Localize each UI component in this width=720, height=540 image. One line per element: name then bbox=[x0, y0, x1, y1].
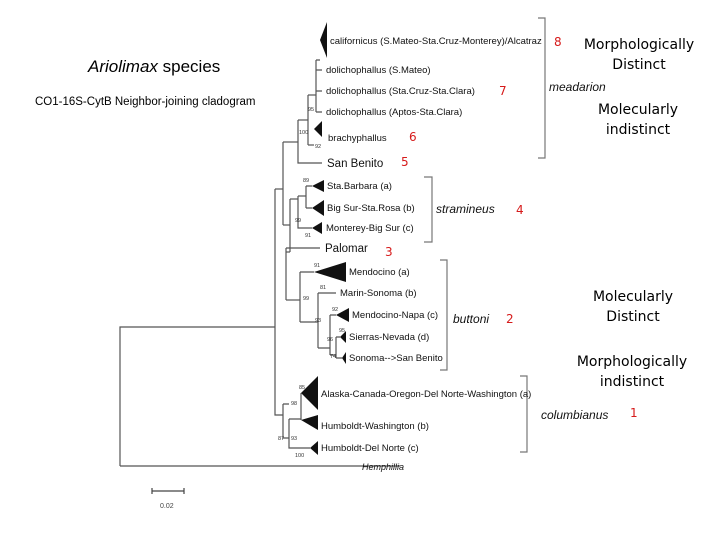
wedge-brachyphallus bbox=[314, 121, 322, 137]
title-genus: Ariolimax bbox=[88, 57, 158, 76]
branch bbox=[336, 337, 342, 358]
clade-meadarion: meadarion bbox=[549, 80, 606, 94]
clade-buttoni: buttoni bbox=[453, 312, 490, 326]
bootstrap-value: 99 bbox=[303, 296, 310, 302]
bootstrap-value: 91 bbox=[305, 233, 312, 239]
title-rest: species bbox=[157, 57, 221, 76]
taxon-label: brachyphallus bbox=[328, 133, 387, 144]
node-number-5: 5 bbox=[401, 155, 409, 169]
wedge-alaska bbox=[301, 376, 318, 410]
bootstrap-value: 74 bbox=[330, 354, 337, 360]
annotation-morph-indistinct: Morphologically indistinct bbox=[576, 354, 688, 390]
bracket-columbianus bbox=[520, 376, 527, 452]
bootstrap-value: 93 bbox=[315, 318, 322, 324]
taxon-label: dolichophallus (S.Mateo) bbox=[326, 65, 431, 76]
taxon-label: Monterey-Big Sur (c) bbox=[326, 223, 414, 234]
wedge-sta-barbara bbox=[312, 180, 324, 192]
taxon-label: Humboldt-Del Norte (c) bbox=[321, 443, 419, 454]
branch bbox=[306, 186, 312, 208]
wedge-sonoma bbox=[342, 352, 346, 364]
node-number-4: 4 bbox=[516, 203, 524, 217]
bootstrap-value: 99 bbox=[295, 218, 302, 224]
taxon-label: Marin-Sonoma (b) bbox=[340, 288, 417, 299]
bootstrap-value: 95 bbox=[308, 107, 315, 113]
bootstrap-value: 91 bbox=[314, 263, 321, 269]
taxon-label: Sta.Barbara (a) bbox=[327, 181, 392, 192]
branch bbox=[316, 60, 322, 112]
taxon-label: Mendocino-Napa (c) bbox=[352, 310, 439, 321]
figure-subtitle: CO1-16S-CytB Neighbor-joining cladogram bbox=[35, 96, 256, 108]
taxon-label: californicus (S.Mateo-Sta.Cruz-Monterey)/Alcatraz bbox=[330, 36, 542, 47]
bootstrap-value: 93 bbox=[291, 436, 298, 442]
taxon-labels bbox=[321, 36, 542, 472]
taxon-label: dolichophallus (Aptos-Sta.Clara) bbox=[326, 107, 463, 118]
taxon-label: Hemphillia bbox=[362, 462, 405, 472]
clade-stramineus: stramineus bbox=[436, 202, 495, 216]
taxon-label: Mendocino (a) bbox=[349, 267, 410, 278]
bracket-stramineus bbox=[424, 177, 432, 242]
node-number-6: 6 bbox=[409, 130, 417, 144]
bootstrap-value: 100 bbox=[295, 453, 305, 459]
bootstrap-value: 87 bbox=[278, 436, 285, 442]
wedge-monterey bbox=[312, 222, 322, 234]
node-number-7: 7 bbox=[499, 84, 507, 98]
bootstrap-value: 89 bbox=[303, 178, 310, 184]
wedge-humboldt-wa bbox=[301, 415, 318, 430]
branch bbox=[330, 315, 336, 355]
branch bbox=[283, 404, 289, 438]
bootstrap-value: 98 bbox=[291, 401, 298, 407]
bootstrap-value: 81 bbox=[320, 285, 327, 291]
annotation-mol-distinct: Molecularly Distinct bbox=[592, 289, 674, 325]
taxon-label: Palomar bbox=[325, 243, 368, 255]
bootstrap-value: 96 bbox=[327, 337, 334, 343]
bootstrap-value: 100 bbox=[299, 130, 309, 136]
node-number-8: 8 bbox=[554, 35, 562, 49]
taxon-label: Sierras-Nevada (d) bbox=[349, 332, 430, 343]
wedge-californicus bbox=[320, 22, 327, 58]
wedge-big-sur bbox=[312, 200, 324, 216]
scale-bar bbox=[152, 488, 184, 494]
node-number-2: 2 bbox=[506, 312, 514, 326]
taxon-label: Sonoma-->San Benito bbox=[349, 353, 443, 364]
branch bbox=[275, 189, 283, 415]
taxon-label: dolichophallus (Sta.Cruz-Sta.Clara) bbox=[326, 86, 475, 97]
bootstrap-value: 92 bbox=[315, 144, 322, 150]
annotation-morph-distinct: Morphologically Distinct bbox=[583, 37, 695, 73]
taxon-label: Big Sur-Sta.Rosa (b) bbox=[327, 203, 415, 214]
clade-columbianus: columbianus bbox=[541, 408, 609, 422]
bootstrap-value: 92 bbox=[332, 307, 339, 313]
taxon-label: Alaska-Canada-Oregon-Del Norte-Washington (a) bbox=[321, 389, 532, 400]
taxon-label: San Benito bbox=[327, 158, 384, 170]
scale-bar-label: 0.02 bbox=[160, 503, 174, 510]
annotation-mol-indistinct: Molecularly indistinct bbox=[597, 102, 679, 138]
node-number-3: 3 bbox=[385, 245, 393, 259]
wedge-humboldt-dn bbox=[310, 441, 318, 455]
taxon-label: Humboldt-Washington (b) bbox=[321, 421, 429, 432]
branch bbox=[120, 327, 275, 466]
bootstrap-value: 85 bbox=[299, 385, 306, 391]
node-number-1: 1 bbox=[630, 406, 638, 420]
bootstrap-value: 95 bbox=[339, 328, 346, 334]
